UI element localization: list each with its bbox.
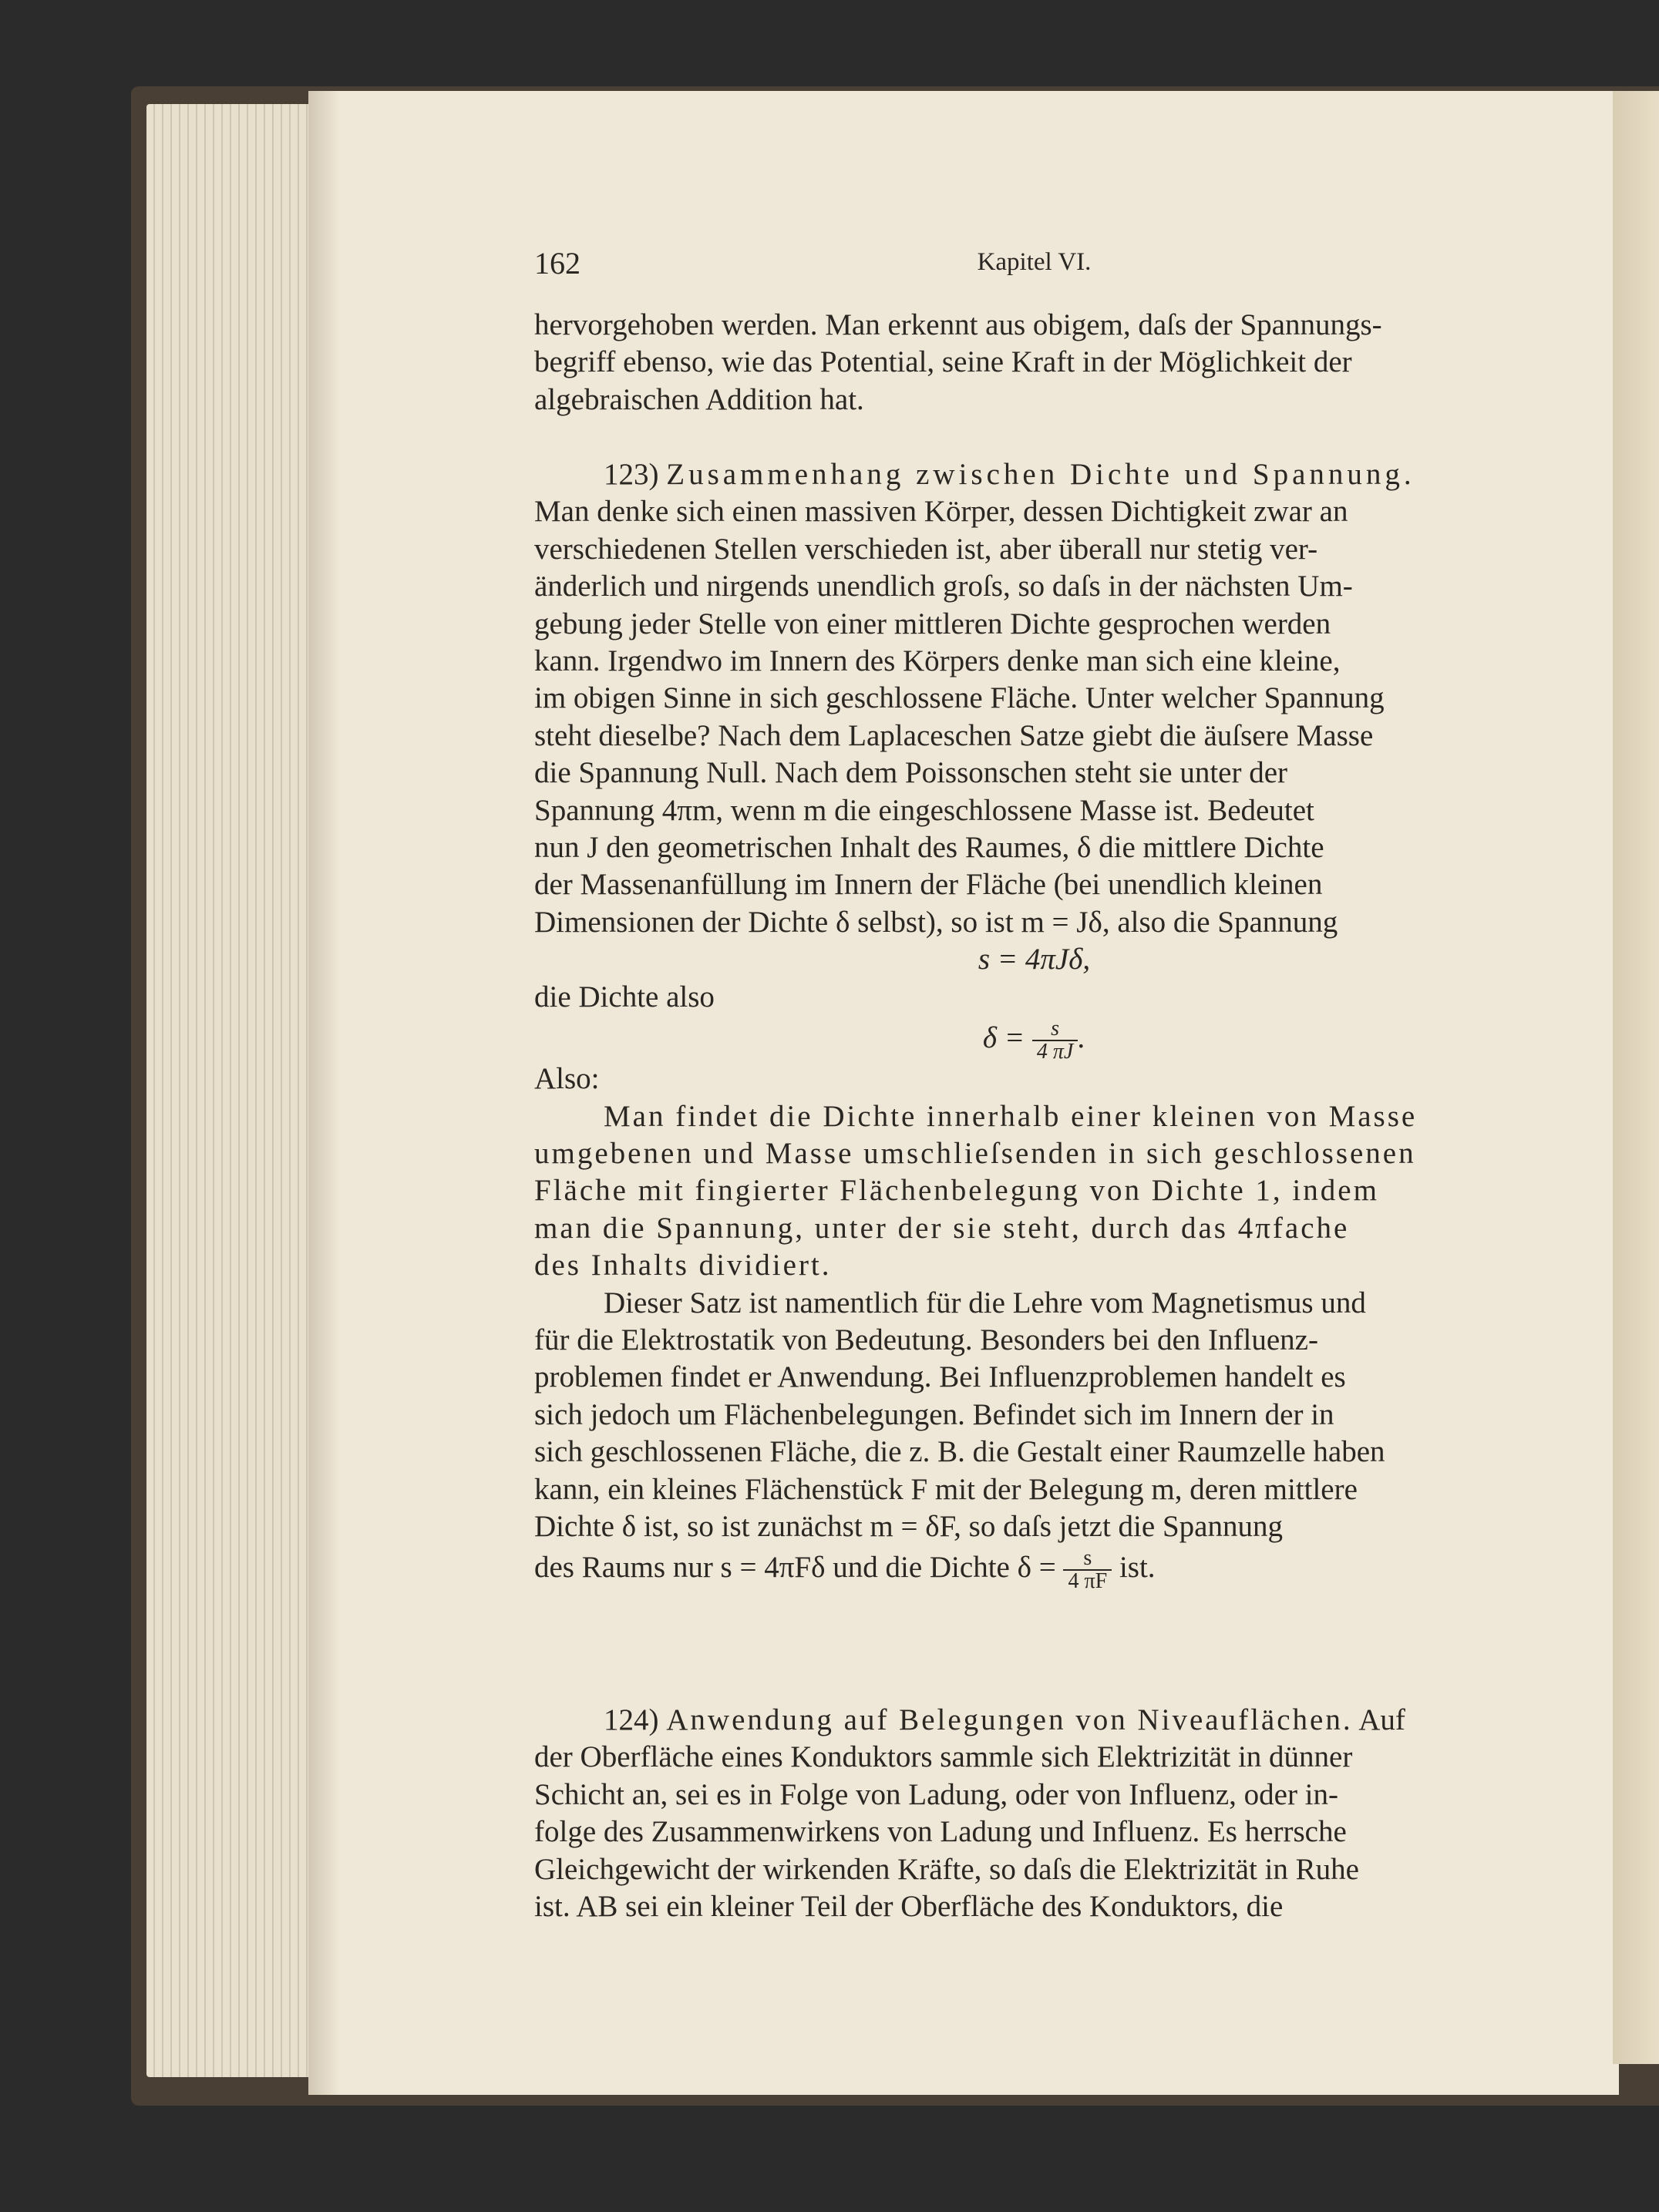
equation-dichte <box>534 1016 1534 1064</box>
denominator: 4 πJ <box>1036 1040 1074 1064</box>
text-line: Man findet die Dichte innerhalb einer kleinen von Masse <box>604 1099 1418 1133</box>
text-line: Dieser Satz ist namentlich für die Lehre vom Magnetismus und <box>604 1286 1366 1319</box>
section-number: 123) <box>604 458 659 491</box>
text-span: Auf <box>1358 1703 1405 1736</box>
running-header <box>534 245 1534 284</box>
numerator: s <box>1032 1018 1078 1041</box>
text-line: verschiedenen Stellen verschieden ist, aber überall nur stetig ver- <box>534 532 1318 566</box>
gutter-shadow <box>308 91 339 2095</box>
intro-paragraph <box>534 307 1534 419</box>
text-line: man die Spannung, unter der sie steht, durch das 4πfache <box>534 1211 1350 1245</box>
text-line: Schicht an, sei es in Folge von Ladung, oder von Influenz, oder in- <box>534 1777 1339 1811</box>
text-line: der Oberfläche eines Konduktors sammle sich Elektrizität in dünner <box>534 1740 1353 1774</box>
text-line: Dichte δ ist, so ist zunächst m = δF, so daſs jetzt die Spannung <box>534 1509 1283 1543</box>
text-line: Spannung 4πm, wenn m die eingeschlossene Masse ist. Bedeutet <box>534 793 1314 827</box>
section-123 <box>534 456 1534 1594</box>
section-heading <box>534 1702 1534 1739</box>
text-line: für die Elektrostatik von Bedeutung. Besonders bei den Influenz- <box>534 1323 1318 1356</box>
text-line: hervorgehoben werden. Man erkennt aus obigem, daſs der Spannungs- <box>534 308 1382 341</box>
also-label: Also: <box>534 1062 600 1096</box>
text-line: gebung jeder Stelle von einer mittleren Dichte gesprochen werden <box>534 607 1331 640</box>
fraction <box>1032 1018 1078 1063</box>
text-line: Gleichgewicht der wirkenden Kräfte, so daſs die Elektrizität in Ruhe <box>534 1852 1359 1886</box>
section-heading <box>534 456 1534 493</box>
text-line: Fläche mit fingierter Flächenbelegung von Dichte 1, indem <box>534 1174 1379 1208</box>
text-line-with-fraction <box>534 1545 1534 1594</box>
text-line: im obigen Sinne in sich geschlossene Fläche. Unter welcher Spannung <box>534 681 1385 715</box>
text-span: ist. <box>1119 1551 1156 1585</box>
eq-lhs: δ = <box>982 1021 1025 1055</box>
chapter-title: Kapitel VI. <box>977 248 1092 276</box>
text-line: steht dieselbe? Nach dem Laplaceschen Satze giebt die äuſsere Masse <box>534 718 1374 752</box>
text-line: sich jedoch um Flächenbelegungen. Befindet sich im Innern der in <box>534 1397 1334 1431</box>
eq-end: . <box>1078 1021 1086 1055</box>
section-title: Anwendung auf Belegungen von Niveauflächen. <box>666 1703 1353 1736</box>
text-line: kann, ein kleines Flächenstück F mit der Belegung m, deren mittlere <box>534 1472 1358 1506</box>
text-line: folge des Zusammenwirkens von Ladung und Influenz. Es herrsche <box>534 1815 1347 1849</box>
fraction <box>1063 1548 1112 1592</box>
text-line: Dimensionen der Dichte δ selbst), so ist m = Jδ, also die Spannung <box>534 905 1338 939</box>
text-line: algebraischen Addition hat. <box>534 382 864 416</box>
page-number: 162 <box>534 246 580 281</box>
text-line: nun J den geometrischen Inhalt des Raumes, δ die mittlere Dichte <box>534 831 1324 865</box>
section-number: 124) <box>604 1703 659 1736</box>
section-124 <box>534 1702 1534 1925</box>
text-line: begriff ebenso, wie das Potential, seine Kraft in der Möglichkeit der <box>534 345 1352 379</box>
next-page-edge <box>1613 91 1659 2064</box>
text-line: der Massenanfüllung im Innern der Fläche (bei unendlich kleinen <box>534 868 1323 902</box>
numerator: s <box>1063 1548 1112 1571</box>
text-line: kann. Irgendwo im Innern des Körpers denke man sich eine kleine, <box>534 644 1341 678</box>
text-line: Man denke sich einen massiven Körper, dessen Dichtigkeit zwar an <box>534 495 1348 529</box>
text-line: ist. AB sei ein kleiner Teil der Oberfläche des Konduktors, die <box>534 1890 1284 1924</box>
text-line: änderlich und nirgends unendlich groſs, so daſs in der nächsten Um- <box>534 570 1353 603</box>
denominator: 4 πF <box>1068 1569 1108 1594</box>
page-edges <box>146 104 312 2077</box>
text-line: des Inhalts dividiert. <box>534 1249 832 1282</box>
text-span: des Raums nur s = 4πFδ und die Dichte δ = <box>534 1551 1056 1585</box>
text-line: sich geschlossenen Fläche, die z. B. die Gestalt einer Raumzelle haben <box>534 1435 1385 1469</box>
section-title: Zusammenhang zwischen Dichte und Spannung. <box>666 458 1415 491</box>
text-line: die Spannung Null. Nach dem Poissonschen steht sie unter der <box>534 756 1287 790</box>
text-line: umgebenen und Masse umschlieſsenden in sich geschlossenen <box>534 1136 1416 1170</box>
text-line: die Dichte also <box>534 980 715 1014</box>
theorem-block <box>534 1098 1534 1285</box>
text-line: problemen findet er Anwendung. Bei Influenzproblemen handelt es <box>534 1360 1346 1394</box>
equation-spannung: s = 4πJδ, <box>978 943 1091 977</box>
